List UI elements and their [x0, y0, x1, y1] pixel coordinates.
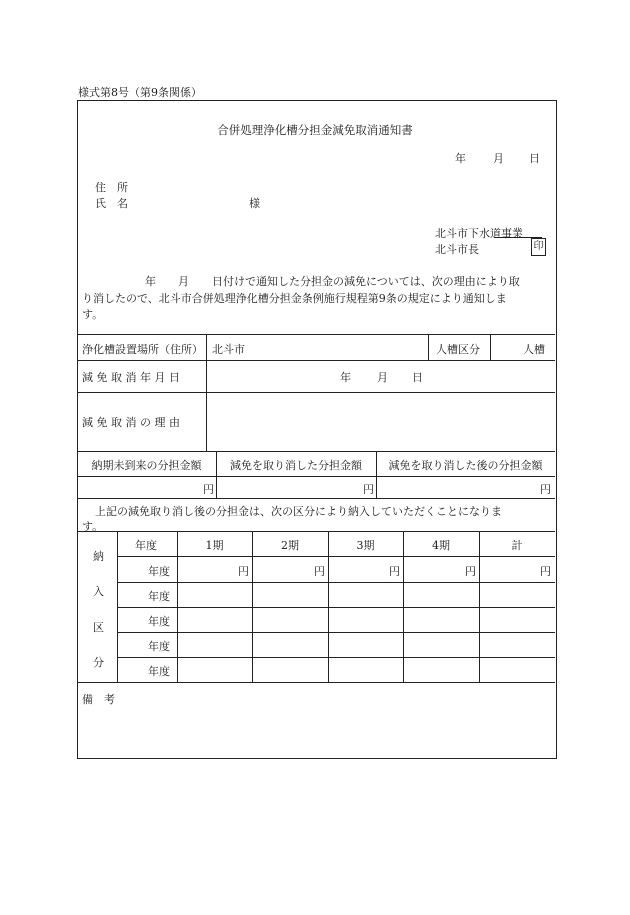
rule-note-bottom — [77, 531, 555, 532]
location-value: 北斗市 — [212, 343, 245, 356]
side-label-1: 納 — [93, 550, 104, 563]
rule-sched-p1 — [252, 531, 253, 682]
notice-text-line2: り消したので、北斗市合併処理浄化槽分担金条例施行規程第9条の規定により通知しま — [82, 292, 507, 305]
sched-row-3-year: 年度 — [148, 615, 170, 628]
rule-amount-header-bottom — [77, 476, 555, 477]
rule-date-bottom — [77, 392, 555, 393]
rule-location-bottom — [77, 360, 555, 361]
seal-mark: 印 — [531, 238, 546, 256]
amount-unit-unpaid: 円 — [203, 483, 214, 496]
amount-header-after: 減免を取り消した後の分担金額 — [388, 459, 543, 472]
sched-row-5-year: 年度 — [148, 665, 170, 678]
sched-unit-p1: 円 — [238, 565, 249, 578]
address-label: 住 所 — [95, 181, 128, 194]
date-month: 月 — [493, 152, 504, 165]
notice-month: 月 — [178, 275, 189, 288]
sched-period-2: 2期 — [281, 539, 299, 552]
rule-sched-p2 — [328, 531, 329, 682]
remarks-label: 備 考 — [82, 693, 115, 706]
notice-year: 年 — [145, 275, 156, 288]
cancel-date-day: 日 — [412, 371, 423, 384]
rule-capacity-left — [428, 334, 429, 360]
sched-unit-p2: 円 — [314, 565, 325, 578]
sched-row-2-year: 年度 — [148, 590, 170, 603]
rule-location-top — [77, 334, 555, 335]
document-title: 合併処理浄化槽分担金減免取消通知書 — [217, 123, 413, 137]
payment-note-line1: 上記の減免取り消し後の分担金は、次の区分により納入していただくことになりま — [95, 505, 502, 518]
capacity-unit: 人槽 — [523, 343, 545, 356]
rule-capacity-right — [490, 334, 491, 360]
amount-unit-after: 円 — [540, 483, 551, 496]
sched-unit-total: 円 — [540, 565, 551, 578]
sched-total: 計 — [511, 539, 523, 552]
rule-sched-1 — [117, 582, 555, 583]
cancel-reason-label: 減 免 取 消 の 理 由 — [82, 416, 180, 429]
rule-label-column — [206, 334, 207, 451]
rule-sched-3 — [117, 632, 555, 633]
form-number: 様式第8号（第9条関係） — [78, 86, 202, 99]
date-year: 年 — [455, 152, 466, 165]
rule-schedule-bottom — [77, 682, 555, 683]
sched-year-header: 年度 — [135, 539, 157, 552]
rule-sched-4 — [117, 657, 555, 658]
sched-row-4-year: 年度 — [148, 640, 170, 653]
rule-reason-bottom — [77, 451, 555, 452]
sched-row-1-year: 年度 — [148, 565, 170, 578]
cancel-date-month: 月 — [377, 371, 388, 384]
issuer-title: 北斗市長 — [435, 243, 479, 256]
rule-sched-p3 — [403, 531, 404, 682]
rule-sched-side — [117, 531, 118, 682]
rule-sched-year — [177, 531, 178, 682]
cancel-date-label: 減 免 取 消 年 月 日 — [82, 371, 180, 384]
notice-text-line1: 日付けで通知した分担金の減免については、次の理由により取 — [212, 275, 520, 288]
side-label-4: 分 — [93, 656, 104, 669]
location-label: 浄化槽設置場所（住所） — [82, 343, 203, 356]
rule-amount-values-bottom — [77, 498, 555, 499]
amount-header-unpaid: 納期未到来の分担金額 — [91, 459, 202, 472]
date-day: 日 — [529, 152, 540, 165]
side-label-2: 入 — [93, 585, 104, 598]
sched-period-3: 3期 — [356, 539, 375, 552]
amount-header-cancelled: 減免を取り消した分担金額 — [230, 459, 362, 472]
sched-unit-p3: 円 — [389, 565, 400, 578]
amount-unit-cancelled: 円 — [363, 483, 374, 496]
side-label-3: 区 — [93, 621, 104, 634]
name-label: 氏 名 — [95, 197, 128, 210]
payment-note-line2: す。 — [82, 520, 104, 533]
notice-text-line3: す。 — [82, 308, 104, 321]
honorific: 様 — [249, 197, 260, 210]
sched-period-1: 1期 — [205, 539, 224, 552]
cancel-date-year: 年 — [340, 371, 351, 384]
rule-sched-header — [117, 556, 555, 557]
rule-sched-p4 — [479, 531, 480, 682]
rule-sched-2 — [117, 607, 555, 608]
sched-period-4: 4期 — [432, 539, 450, 552]
sched-unit-p4: 円 — [465, 565, 476, 578]
capacity-label: 人槽区分 — [436, 343, 480, 356]
issuer-org: 北斗市下水道事業 — [435, 227, 523, 240]
